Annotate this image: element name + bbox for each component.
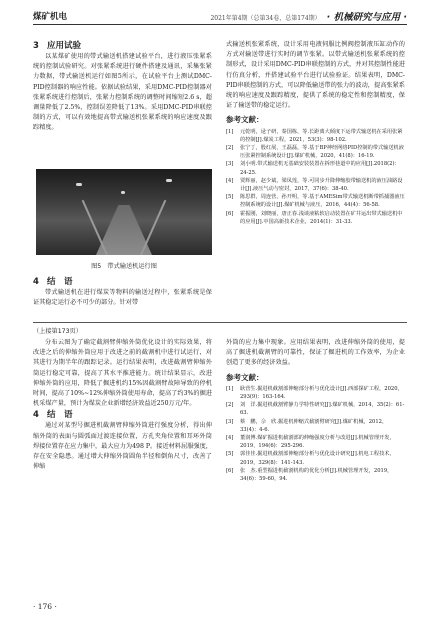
body-paragraph: 分布云图为了确定截割臂伸缩外筒优化设计的实际效果，将改进之后的伸缩外筒应用于改进之前的截割机中进行试运行，对其进行为期半年的跟踪记录。运行结果表明，改进截割臂伸缩外筒运行稳定可靠，提高了其水平推进能力。统计结果显示，改进伸缩外筒的应用，降低了掘进机约15%因截割臂故障导致的停机时间，提高了10%~12%伸缩外筒使用寿命，提高了约3%的掘进机采煤产量，预计为煤炭企业新增经济效益近250万元/年。	[33, 339, 212, 408]
reference-item: [3] 蔡 鹏，佘 欣.掘进机伸缩式截割臂研究[J].煤矿机械，2012，33(4)：4-6.	[226, 418, 388, 433]
page-number: · 176 ·	[33, 602, 57, 611]
header-rule	[33, 24, 407, 25]
conclusion-heading: 4 结 语	[33, 277, 73, 287]
lower-left-column	[33, 338, 212, 472]
reference-item: [4] 董润博.煤矿掘进机截割部的伸缩强度分析与改进[J].机械管理开发，2019，194(6)：295-296.	[226, 435, 395, 450]
running-header	[210, 9, 407, 23]
references-title: 参考文献：	[226, 115, 264, 125]
upper-left-column	[33, 40, 212, 134]
figure-conveyor-photo	[36, 169, 212, 255]
body-paragraph: 通过对某型号掘进机截割臂伸缩外筒进行强度分析，得出伸缩外筒的表面与圆弧面过渡连接位置，方孔夹角位置和耳环外筒焊接位置存在应力集中，最大应力为498 P。接近材料屈服强度，存在安全隐患。通过增大伸缩外筒圆角半径和倒角尺寸，改善了伸缩	[33, 422, 212, 471]
journal-name: 煤矿机电	[33, 12, 68, 22]
reference-item: [1] 耿营生.掘进机截割部伸缩部分析与优化设计[J].西部探矿工程，2020，293(9)：163-164.	[226, 385, 403, 401]
reference-item: [2] 张宁丁，殷红展，王磊磊，等.基于BP神经网络PID控制的带式输送机液压张紧控制系统设计[J].煤矿机械，2020，41(8)：16-19.	[226, 145, 404, 160]
body-paragraph: 式输送机张紧系统，设计采用电液伺服比例阀控制液压缸动作的方式对输送带进行实时的调节张紧。以带式输送机张紧系统的控制形式，设计采用DMC-PID串联控制的方式，并对其控制性能进行仿真分析，并搭建试验平台进行试验验证。结果表明，DMC-PID串联控制的方式，可以降低输送带的张力的波动，提高张紧系统的响应速度及跟踪精度，提供了系统的稳定性和控制精度，保证了输送带的稳定运行。	[226, 41, 405, 110]
lamp	[76, 183, 82, 186]
section-title: · 机械研究与应用 ·	[326, 12, 407, 23]
reference-item: [4] 贾辉丽，赵少斌，梁凤莲，等.可同步升降伸缩胶带输送机的液压油路设计[J].液压气动与密封，2017，37(6)：38-40.	[226, 177, 403, 193]
reference-item: [6] 张 杰.重型掘进机截割机构的优化分析[J].机械管理开发，2019，34(6)：59-60，94.	[226, 467, 393, 483]
body-paragraph: 以某煤矿使用的带式输送机搭建试验平台，进行液压张紧系统的控制试验研究。对张紧系统进行硬件搭建及通讯，采集张紧力数据，带式输送机运行如图5所示，在试验平台上测试DMC-PID控制器的响应性能。依据试验结果，采用DMC-PID控制器对张紧系统进行控制后，张紧力控制系统的调整时间缩短2.6 s，超调量降低了2.5%，控制误差降低了13%。采用DMC-PID串联控制的方式，可以有效地提高带式输送机张紧系统的响应速度及跟踪精度。	[33, 53, 212, 132]
reference-item: [6] 霍振刚，刘晓丽，唐正春.浅谈液粘软启动装置在矿井运出带式输送机中的应用[J].中国高新技术企业，2014(1)：31-33.	[226, 210, 403, 225]
article-divider	[33, 322, 407, 323]
reference-item: [1] 元乾明，逯子研，秦国栋，等.长距离大倾度下运带式输送机在采用张紧的控制[J].煤炭工程，2021，53(3)：98-102.	[226, 128, 403, 143]
reference-item: [5] 陈思群，周连营，孙开明，等.基于AMESim带式输送机断带抓捕器液压控制系统的设计[J].煤矿机械与液压，2016，44(4)：56-58.	[226, 194, 405, 209]
upper-right-column	[226, 40, 405, 226]
figure-caption: 图5 带式输送机运行图	[91, 263, 157, 270]
reference-item: [3] 刘小明.带式输送机无基础安装装置在拆形巷道中的应用[J].2018(2)：24-25.	[226, 161, 400, 176]
lower-right-column	[226, 338, 405, 483]
rail-right	[140, 200, 166, 255]
lamp	[166, 179, 172, 182]
rail-left	[82, 200, 108, 255]
conclusion-paragraph: 带式输送机在进行煤炭等物料的输送过程中，张紧系统是保证其稳定运行必不可少的部分。针对带	[33, 289, 212, 307]
lamp	[121, 191, 125, 194]
section-heading: 3 应用试验	[33, 41, 82, 51]
conclusion-block	[33, 276, 212, 308]
section-heading: 4 结 语	[33, 410, 73, 421]
references-title: 参考文献：	[226, 372, 264, 382]
body-paragraph: 外筒的应力集中现象。应用结果表明，改进伸缩外筒的使用，提高了掘进机截割臂的可靠性，保证了掘进机的工作效率，为企业创造了更多的经济效益。	[226, 339, 405, 367]
issue-info: 2021年第4期（总第34卷，总第174期）	[210, 15, 321, 22]
continued-note: （上接第173页）	[33, 328, 82, 335]
reference-item: [2] 刘 洋.掘进机截割臂静力学特性研究[J].煤矿机械，2014，35(2)：61-63.	[226, 402, 405, 417]
reference-item: [5] 郭佳佳.掘进机截割部伸缩部分析与优化设计研究[J].机电工程技术，2019，329(8)：141-143.	[226, 451, 395, 466]
